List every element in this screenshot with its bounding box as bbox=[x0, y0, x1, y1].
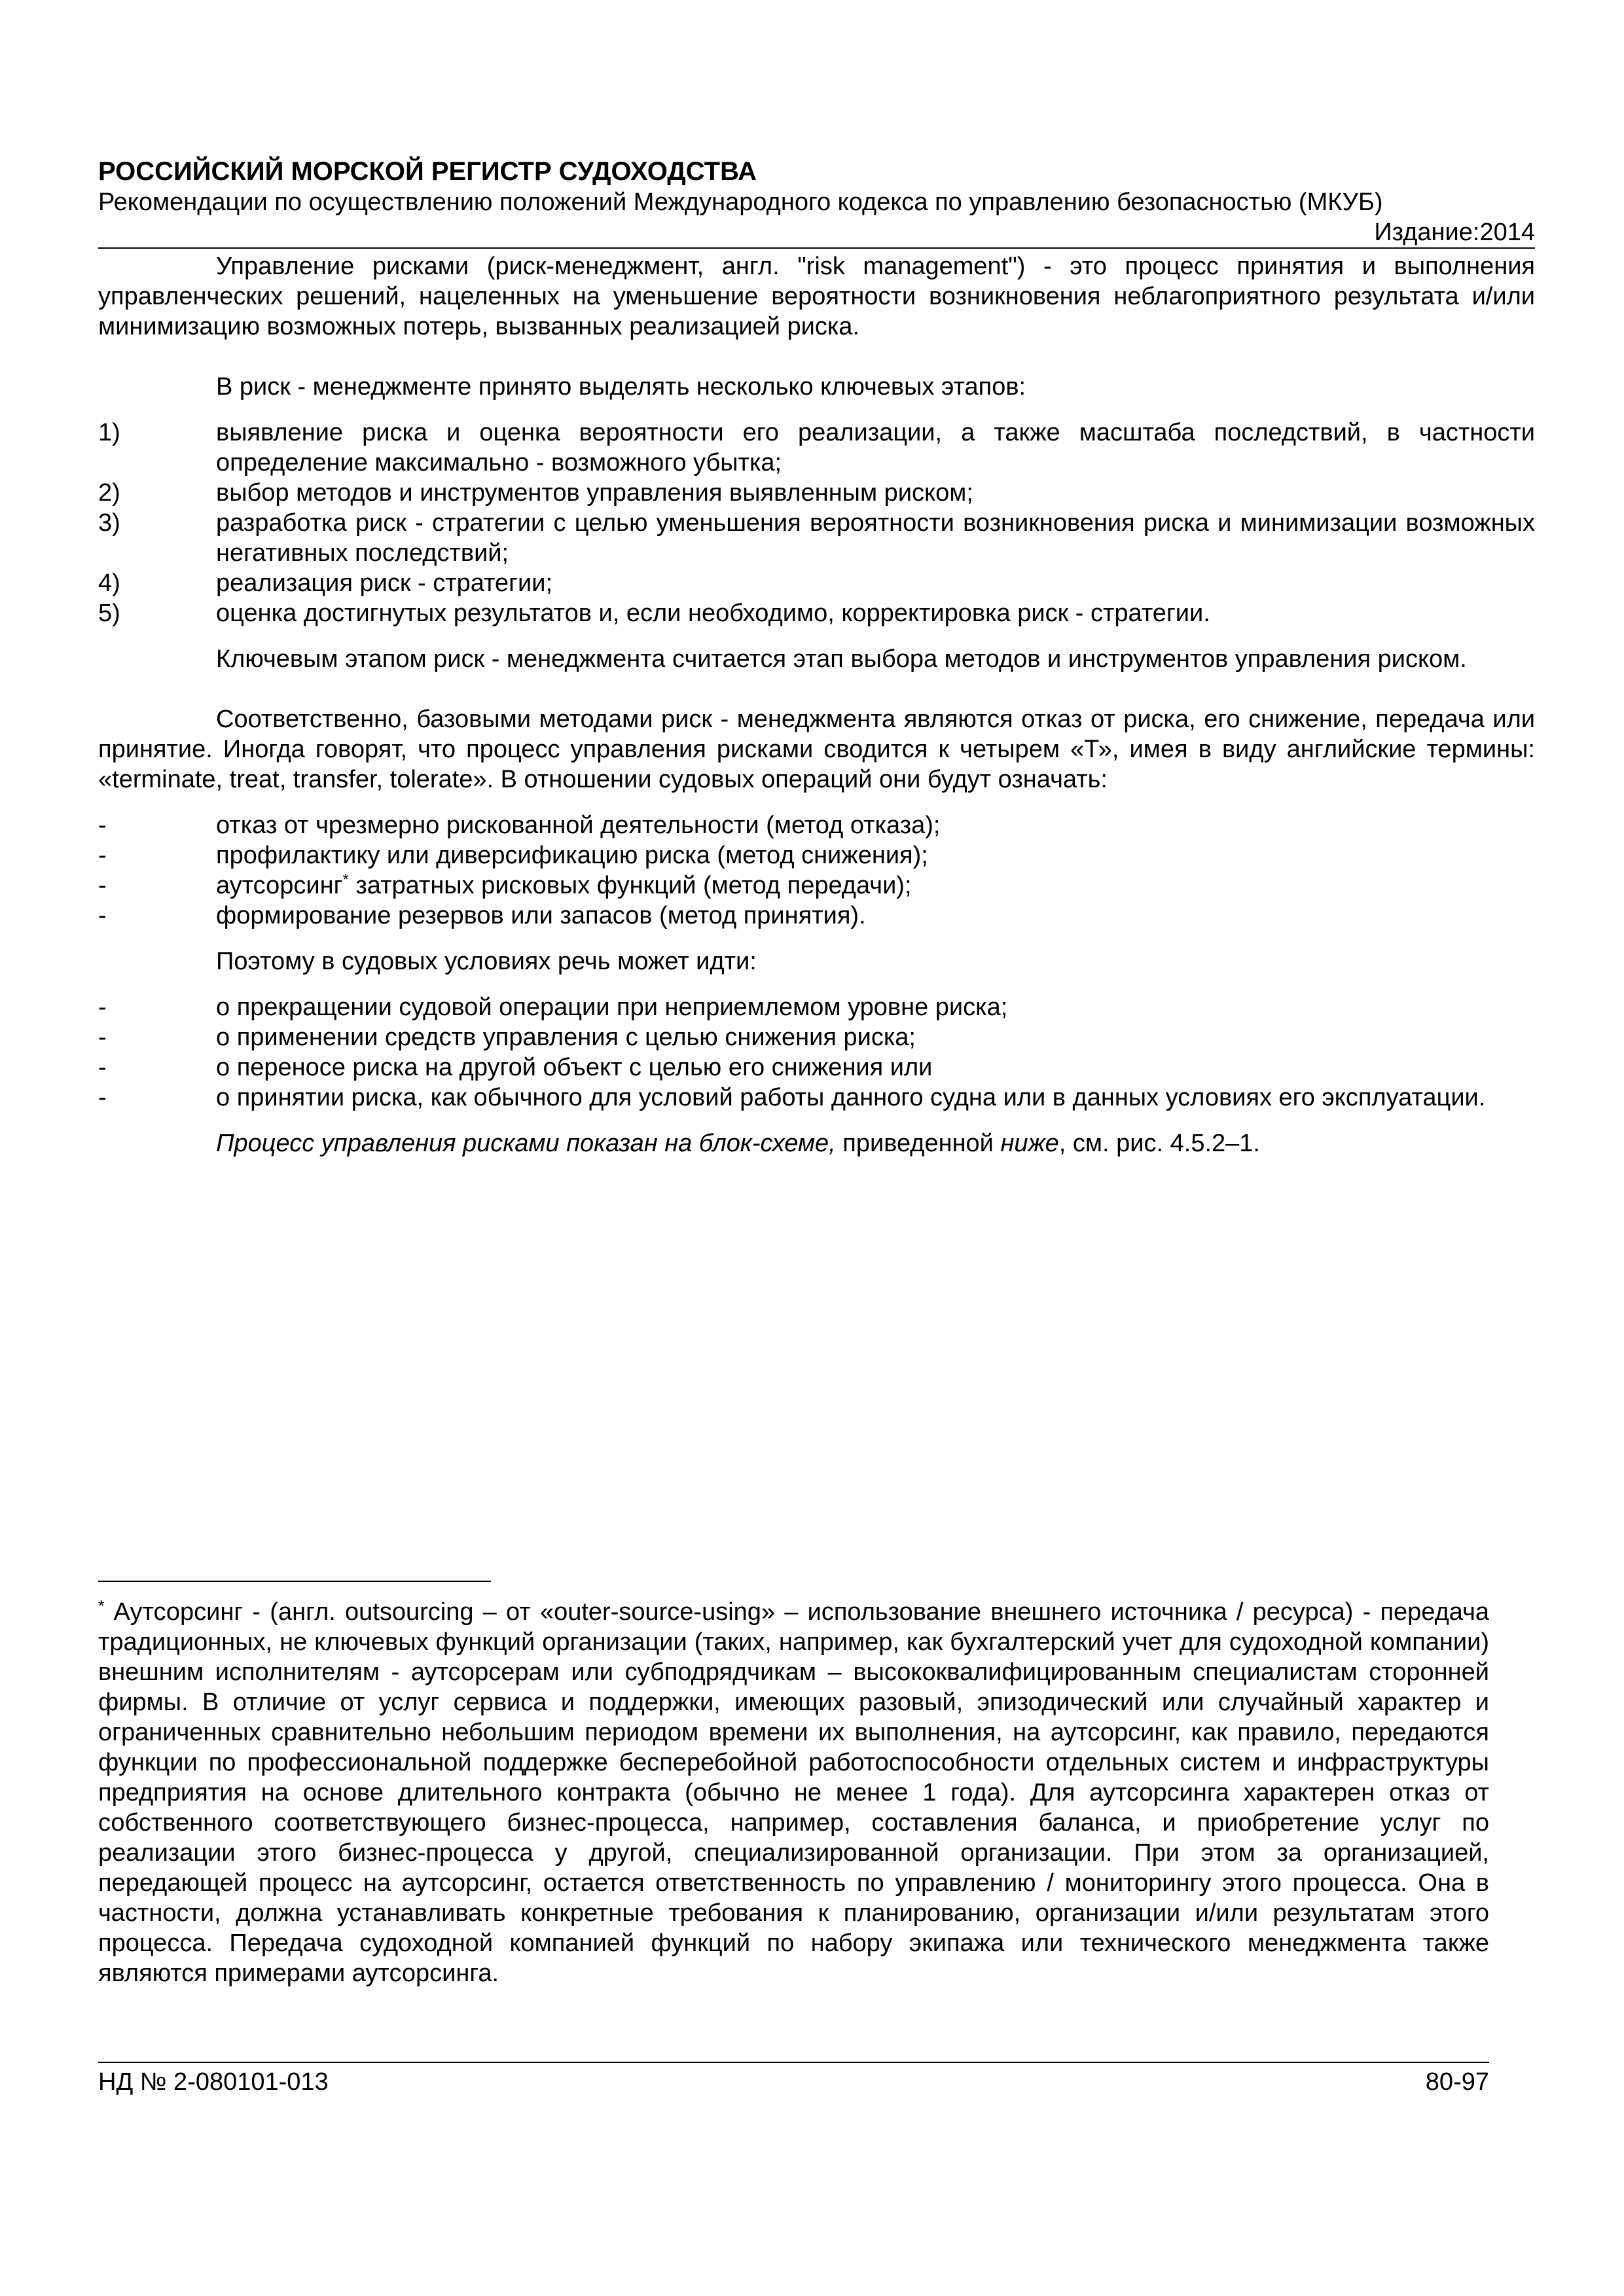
list-item bbox=[98, 568, 1535, 598]
paragraph-key-stage: Ключевым этапом риск - менеджмента считается этап выбора методов и инструментов управления риском. bbox=[216, 645, 1467, 673]
list-item bbox=[98, 508, 1535, 568]
stages-list bbox=[98, 418, 1535, 628]
page-content bbox=[98, 156, 1535, 1158]
footnote bbox=[98, 1597, 1489, 1988]
conditions-list bbox=[98, 992, 1535, 1113]
list-item bbox=[98, 992, 1535, 1022]
footer-doc-number: НД № 2-080101-013 bbox=[98, 2068, 329, 2096]
list-text: выявление риска и оценка вероятности его реализации, а также масштаба последствий, в частности определение максимально - возможного убытка; bbox=[216, 419, 1535, 476]
list-marker: 5) bbox=[98, 600, 120, 627]
list-item bbox=[98, 1083, 1535, 1113]
figure-ref-text: приведенной bbox=[835, 1130, 1001, 1157]
list-item bbox=[98, 870, 1535, 901]
list-marker: 2) bbox=[98, 479, 120, 507]
list-item bbox=[98, 901, 1535, 931]
list-item bbox=[98, 598, 1535, 628]
list-item bbox=[98, 1022, 1535, 1052]
footnote-separator bbox=[98, 1581, 491, 1582]
list-text: реализация риск - стратегии; bbox=[216, 569, 553, 597]
paragraph-conditions-intro: Поэтому в судовых условиях речь может идти: bbox=[216, 948, 757, 975]
list-text-part: аутсорсинг bbox=[216, 872, 343, 899]
figure-ref-link[interactable]: , см. рис. 4.5.2–1. bbox=[1058, 1130, 1260, 1157]
list-text bbox=[216, 870, 1535, 901]
list-text: оценка достигнутых результатов и, если необходимо, корректировка риск - стратегии. bbox=[216, 600, 1210, 627]
list-marker: 3) bbox=[98, 509, 120, 537]
list-item bbox=[98, 840, 1535, 870]
list-text: о переносе риска на другой объект с целью его снижения или bbox=[216, 1054, 933, 1081]
list-text: выбор методов и инструментов управления выявленным риском; bbox=[216, 479, 973, 507]
list-marker: - bbox=[98, 1084, 107, 1111]
list-marker: - bbox=[98, 842, 107, 869]
header-rule bbox=[98, 247, 1535, 249]
list-text-part: затратных рисковых функций (метод передачи); bbox=[348, 872, 912, 899]
list-marker: - bbox=[98, 994, 107, 1021]
list-text: о принятии риска, как обычного для условий работы данного судна или в данных условиях его эксплуатации. bbox=[216, 1084, 1486, 1111]
list-text: разработка риск - стратегии с целью уменьшения вероятности возникновения риска и минимизации возможных негативных последствий; bbox=[216, 509, 1535, 567]
body-text bbox=[98, 251, 1535, 1158]
figure-ref-italic-2: ниже bbox=[1000, 1130, 1059, 1157]
footnote-marker: * bbox=[98, 1597, 105, 1615]
footer-page-number: 80-97 bbox=[1425, 2068, 1489, 2096]
edition-label: Издание:2014 bbox=[1374, 219, 1535, 246]
list-text: отказ от чрезмерно рискованной деятельности (метод отказа); bbox=[216, 812, 941, 839]
list-item bbox=[98, 478, 1535, 508]
footnote-text: Аутсорсинг - (англ. outsourcing – от «outer-source-using» – использование внешнего источника / ресурса) - передача традиционных, не ключевых функций организации (таких, например, как бухгалтерский учет для судоходной компании) внешним исполнителям - аутсорсерам или субподрядчикам – высококвалифицированным специалистам сторонней фирмы. В отличие от услуг сервиса и поддержки, имеющих разовый, эпизодический или случайный характер и ограниченных сравнительно небольшим периодом времени их выполнения, на аутсорсинг, как правило, передаются функции по профессиональной поддержке бесперебойной работоспособности отдельных систем и инфраструктуры предприятия на основе длительного контракта (обычно не менее 1 года). Для аутсорсинга характерен отказ от собственного соответствующего бизнес-процесса, например, составления баланса, и приобретение услуг по реализации этого бизнес-процесса у другой, специализированной организации. При этом за организацией, передающей процесс на аутсорсинг, остается ответственность по управлению / мониторингу этого процесса. Она в частности, должна устанавливать конкретные требования к планированию, организации и/или результатам этого процесса. Передача судоходной компанией функций по набору экипажа или технического менеджмента также являются примерами аутсорсинга. bbox=[98, 1598, 1489, 1987]
list-marker: - bbox=[98, 1024, 107, 1051]
list-marker: 4) bbox=[98, 569, 120, 597]
list-marker: 1) bbox=[98, 419, 120, 446]
paragraph-stages-intro: В риск - менеджменте принято выделять несколько ключевых этапов: bbox=[216, 373, 1026, 401]
methods-list bbox=[98, 810, 1535, 931]
document-subtitle: Рекомендации по осуществлению положений Международного кодекса по управлению безопасностью (МКУБ) bbox=[98, 188, 1383, 216]
footer-rule bbox=[98, 2062, 1489, 2063]
list-text: профилактику или диверсификацию риска (метод снижения); bbox=[216, 842, 928, 869]
list-marker: - bbox=[98, 1054, 107, 1081]
footnote-reference[interactable]: * bbox=[342, 870, 349, 889]
list-item bbox=[98, 1052, 1535, 1083]
list-marker: - bbox=[98, 812, 107, 839]
paragraph-figure-reference bbox=[98, 1128, 1535, 1158]
paragraph-definition: Управление рисками (риск-менеджмент, англ. "risk management") - это процесс принятия и выполнения управленческих решений, нацеленных на уменьшение вероятности возникновения неблагоприятного результата и/или минимизацию возможных потерь, вызванных реализацией риска. bbox=[98, 253, 1535, 340]
figure-ref-italic: Процесс управления рисками показан на блок-схеме, bbox=[216, 1130, 836, 1157]
list-text: формирование резервов или запасов (метод принятия). bbox=[216, 902, 866, 929]
list-text: о прекращении судовой операции при неприемлемом уровне риска; bbox=[216, 994, 1008, 1021]
list-item bbox=[98, 810, 1535, 840]
list-marker: - bbox=[98, 902, 107, 929]
paragraph-methods: Соответственно, базовыми методами риск - менеджмента являются отказ от риска, его снижение, передача или принятие. Иногда говорят, что процесс управления рисками сводится к четырем «Т», имея в виду английские термины: «terminate, treat, transfer, tolerate». В отношении судовых операций они будут означать: bbox=[98, 706, 1535, 793]
list-item bbox=[98, 418, 1535, 478]
list-text: о применении средств управления с целью снижения риска; bbox=[216, 1024, 916, 1051]
list-marker: - bbox=[98, 872, 107, 899]
document-org-title: РОССИЙСКИЙ МОРСКОЙ РЕГИСТР СУДОХОДСТВА bbox=[98, 157, 757, 186]
